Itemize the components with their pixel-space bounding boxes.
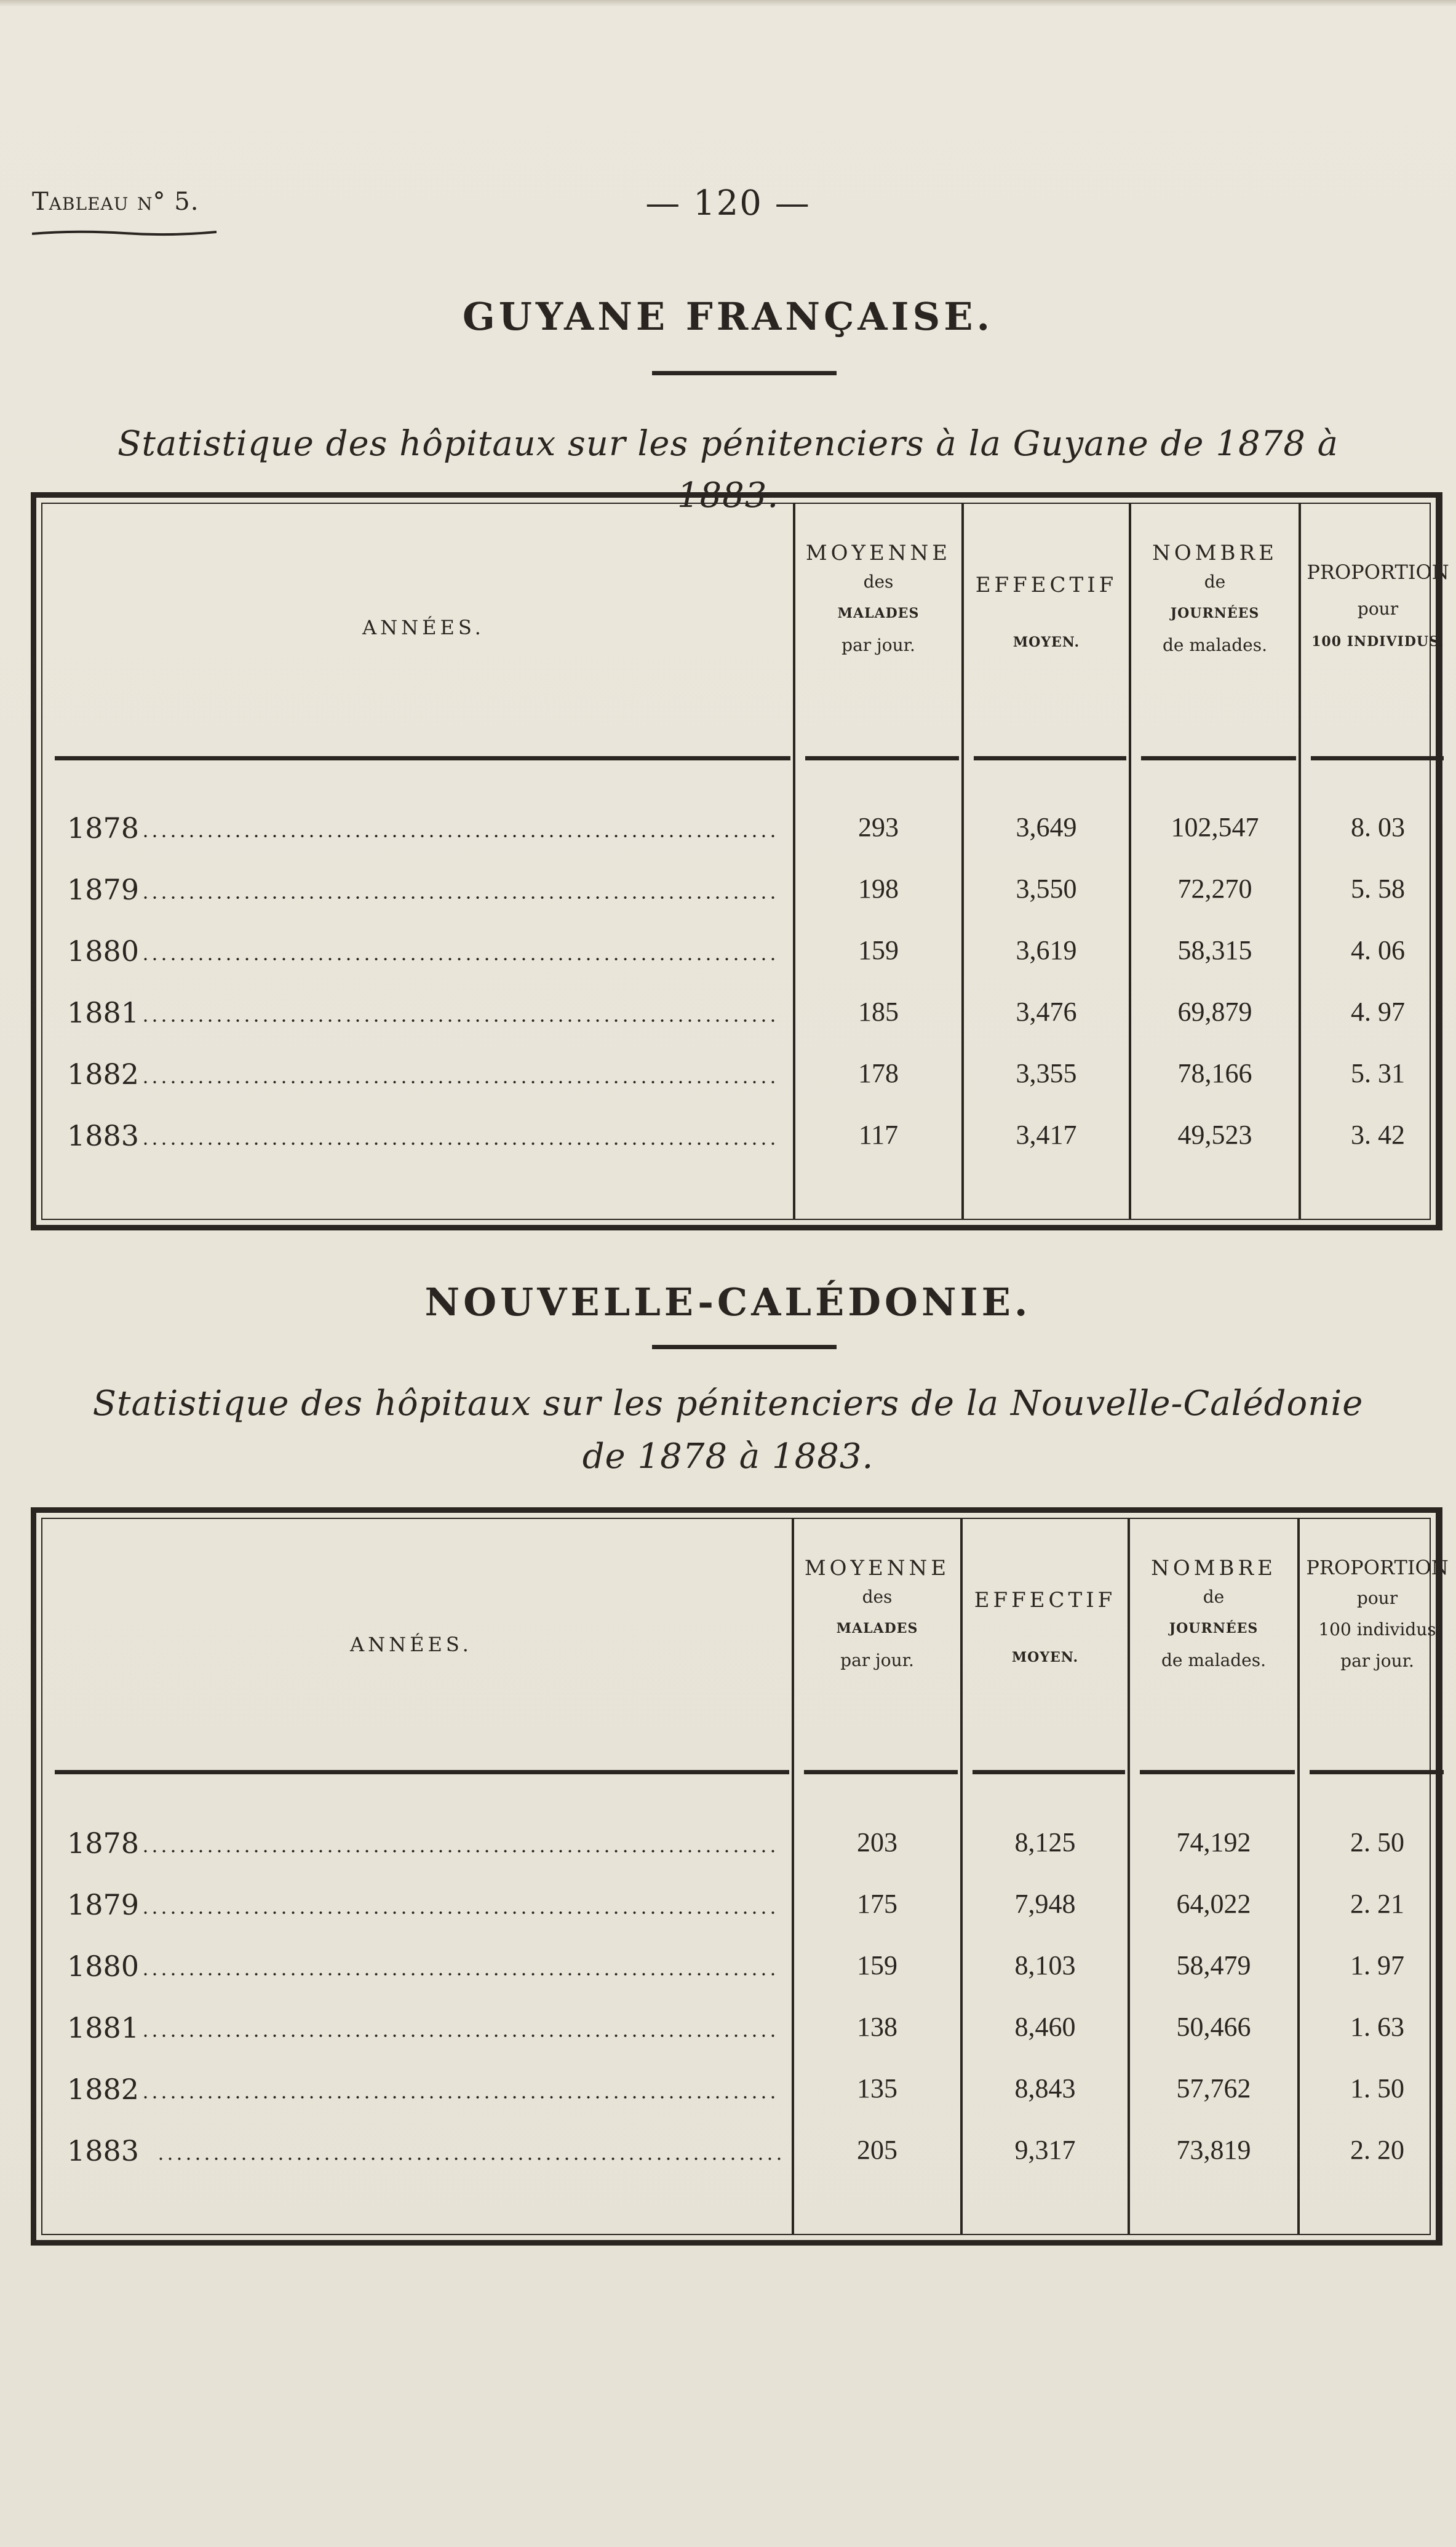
cell-proportion: 1. 50	[1350, 2073, 1404, 2103]
row-year: 1880	[67, 935, 140, 968]
header-moyenne-line1: MOYENNE	[805, 541, 952, 565]
header-proportion	[1301, 560, 1455, 650]
dot-leader	[141, 896, 781, 899]
section-title-caledonie: NOUVELLE-CALÉDONIE.	[424, 1280, 1032, 1325]
dot-leader	[141, 1973, 781, 1975]
cell-effectif: 3,649	[1016, 812, 1077, 842]
cell-effectif: 3,476	[1016, 997, 1077, 1027]
cell-effectif: 3,550	[1016, 874, 1077, 904]
header-moyenne	[795, 541, 961, 655]
cell-proportion: 5. 31	[1351, 1058, 1405, 1088]
header-rule	[973, 1770, 1125, 1774]
subtitle-caledonie-line1: Statistique des hôpitaux sur les pénitenciers de la Nouvelle-Calédonie	[92, 1384, 1364, 1424]
page-number: — 120 —	[645, 183, 811, 223]
header-moyenne-line2: des	[862, 1587, 893, 1607]
subtitle-caledonie-line2: de 1878 à 1883.	[582, 1437, 874, 1477]
header-effectif-line2: MOYEN.	[1012, 634, 1080, 650]
dot-leader	[141, 2035, 781, 2037]
cell-moyenne: 159	[857, 1950, 897, 1980]
cell-journees: 69,879	[1177, 997, 1252, 1027]
header-nombre-line1: NOMBRE	[1151, 1556, 1276, 1580]
dot-leader	[141, 1850, 781, 1852]
header-proportion	[1300, 1556, 1455, 1671]
header-rule	[55, 756, 790, 760]
header-nombre-line4: de malades.	[1162, 635, 1268, 655]
cell-proportion: 4. 97	[1351, 997, 1405, 1027]
cell-proportion: 1. 63	[1350, 2012, 1404, 2042]
table-row	[42, 1058, 1439, 1119]
dot-leader	[141, 2096, 781, 2099]
swash-ornament	[32, 229, 217, 237]
cell-effectif: 7,948	[1014, 1889, 1076, 1919]
table-guyane	[31, 492, 1449, 1230]
row-year: 1879	[67, 873, 140, 906]
header-effectif	[964, 573, 1129, 650]
header-moyenne	[794, 1556, 960, 1670]
dot-leader	[141, 1019, 781, 1022]
header-moyenne-line4: par jour.	[841, 635, 915, 655]
header-rule	[1311, 756, 1444, 760]
table-row	[42, 811, 1439, 873]
title-rule	[652, 371, 837, 375]
table-row	[42, 1827, 1439, 1888]
dot-leader	[141, 1911, 781, 1914]
cell-journees: 58,315	[1177, 935, 1252, 965]
table-row	[42, 1888, 1439, 1950]
cell-journees: 57,762	[1176, 2073, 1251, 2103]
cell-proportion: 2. 21	[1350, 1889, 1404, 1919]
row-year: 1883	[67, 2134, 140, 2167]
header-moyenne-line1: MOYENNE	[804, 1556, 950, 1580]
row-year: 1881	[67, 996, 140, 1029]
dot-leader	[141, 958, 781, 960]
cell-journees: 64,022	[1176, 1889, 1251, 1919]
header-rule	[974, 756, 1126, 760]
header-moyenne-line3: MALADES	[837, 605, 920, 621]
cell-journees: 102,547	[1171, 812, 1259, 842]
cell-moyenne: 159	[858, 935, 899, 965]
cell-moyenne: 175	[857, 1889, 897, 1919]
cell-proportion: 8. 03	[1351, 812, 1405, 842]
cell-effectif: 8,103	[1014, 1950, 1076, 1980]
tableau-label: Tableau n° 5.	[32, 188, 199, 216]
cell-proportion: 2. 50	[1350, 1827, 1404, 1857]
cell-moyenne: 117	[858, 1120, 899, 1150]
header-proportion-line4: par jour.	[1340, 1651, 1414, 1671]
header-annees: ANNÉES.	[362, 616, 485, 639]
cell-moyenne: 293	[858, 812, 899, 842]
cell-journees: 58,479	[1176, 1950, 1251, 1980]
table-inner-border	[41, 1518, 1449, 2235]
header-proportion-line1: PROPORTION	[1306, 1556, 1449, 1579]
table-row	[42, 2134, 1439, 2196]
header-moyenne-line3: MALADES	[836, 1620, 918, 1636]
cell-journees: 50,466	[1176, 2012, 1251, 2042]
cell-proportion: 3. 42	[1351, 1120, 1405, 1150]
header-effectif-line2: MOYEN.	[1011, 1649, 1079, 1665]
table-row	[42, 2073, 1439, 2134]
cell-proportion: 4. 06	[1351, 935, 1405, 965]
cell-proportion: 5. 58	[1351, 874, 1405, 904]
cell-moyenne: 185	[858, 997, 899, 1027]
row-year: 1878	[67, 1827, 140, 1860]
table-row	[42, 1119, 1439, 1181]
cell-proportion: 2. 20	[1350, 2135, 1404, 2165]
cell-moyenne: 198	[858, 874, 899, 904]
header-effectif-line1: EFFECTIF	[975, 573, 1118, 597]
cell-journees: 78,166	[1177, 1058, 1252, 1088]
row-year: 1882	[67, 1058, 140, 1091]
cell-moyenne: 138	[857, 2012, 897, 2042]
cell-effectif: 8,460	[1014, 2012, 1076, 2042]
dot-leader	[156, 2158, 781, 2160]
table-caledonie	[31, 1507, 1449, 2246]
header-nombre-line3: JOURNÉES	[1169, 1620, 1259, 1636]
header-rule	[805, 756, 959, 760]
row-year: 1880	[67, 1950, 140, 1983]
table-inner-border	[41, 503, 1449, 1220]
header-rule	[55, 1770, 789, 1774]
dot-leader	[141, 835, 781, 837]
header-nombre-line2: de	[1204, 572, 1226, 592]
page-top-edge	[0, 0, 1456, 6]
header-rule	[1310, 1770, 1444, 1774]
header-rule	[1140, 1770, 1295, 1774]
table-row	[42, 1950, 1439, 2011]
cell-proportion: 1. 97	[1350, 1950, 1404, 1980]
row-year: 1881	[67, 2011, 140, 2044]
header-rule	[1141, 756, 1296, 760]
cell-moyenne: 178	[858, 1058, 899, 1088]
row-year: 1882	[67, 2073, 140, 2106]
cell-effectif: 3,417	[1016, 1120, 1077, 1150]
cell-journees: 49,523	[1177, 1120, 1252, 1150]
subtitle-guyane: Statistique des hôpitaux sur les pénitenciers à la Guyane de 1878 à 1883.	[117, 424, 1339, 516]
header-rule	[804, 1770, 958, 1774]
header-effectif-line1: EFFECTIF	[974, 1588, 1116, 1612]
header-nombre-line4: de malades.	[1161, 1650, 1267, 1670]
cell-moyenne: 203	[857, 1827, 897, 1857]
header-nombre	[1130, 1556, 1297, 1670]
header-proportion-line2: pour	[1356, 1588, 1398, 1608]
header-moyenne-line2: des	[863, 572, 894, 592]
cell-moyenne: 135	[857, 2073, 897, 2103]
header-proportion-line3: 100 INDIVIDUS.	[1311, 634, 1444, 650]
cell-effectif: 3,355	[1016, 1058, 1077, 1088]
cell-journees: 74,192	[1176, 1827, 1251, 1857]
row-year: 1879	[67, 1888, 140, 1921]
header-effectif	[963, 1588, 1128, 1665]
header-annees: ANNÉES.	[350, 1633, 472, 1656]
title-rule	[652, 1345, 837, 1349]
header-moyenne-line4: par jour.	[840, 1650, 914, 1670]
header-proportion-line2: pour	[1357, 599, 1399, 619]
cell-effectif: 8,843	[1014, 2073, 1076, 2103]
header-proportion-line1: PROPORTION	[1307, 560, 1449, 584]
dot-leader	[141, 1142, 781, 1145]
header-nombre	[1131, 541, 1299, 655]
header-nombre-line2: de	[1203, 1587, 1225, 1607]
header-proportion-line3: 100 individus	[1318, 1619, 1436, 1640]
header-nombre-line1: NOMBRE	[1152, 541, 1278, 565]
cell-effectif: 9,317	[1014, 2135, 1076, 2165]
table-row	[42, 935, 1439, 996]
cell-moyenne: 205	[857, 2135, 897, 2165]
cell-effectif: 3,619	[1016, 935, 1077, 965]
dot-leader	[141, 1081, 781, 1083]
section-title-guyane: GUYANE FRANÇAISE.	[462, 294, 994, 339]
cell-effectif: 8,125	[1014, 1827, 1076, 1857]
header-nombre-line3: JOURNÉES	[1170, 605, 1260, 621]
table-row	[42, 2011, 1439, 2073]
cell-journees: 72,270	[1177, 874, 1252, 904]
table-row	[42, 873, 1439, 935]
row-year: 1883	[67, 1119, 140, 1152]
cell-journees: 73,819	[1176, 2135, 1251, 2165]
table-row	[42, 996, 1439, 1058]
row-year: 1878	[67, 811, 140, 845]
